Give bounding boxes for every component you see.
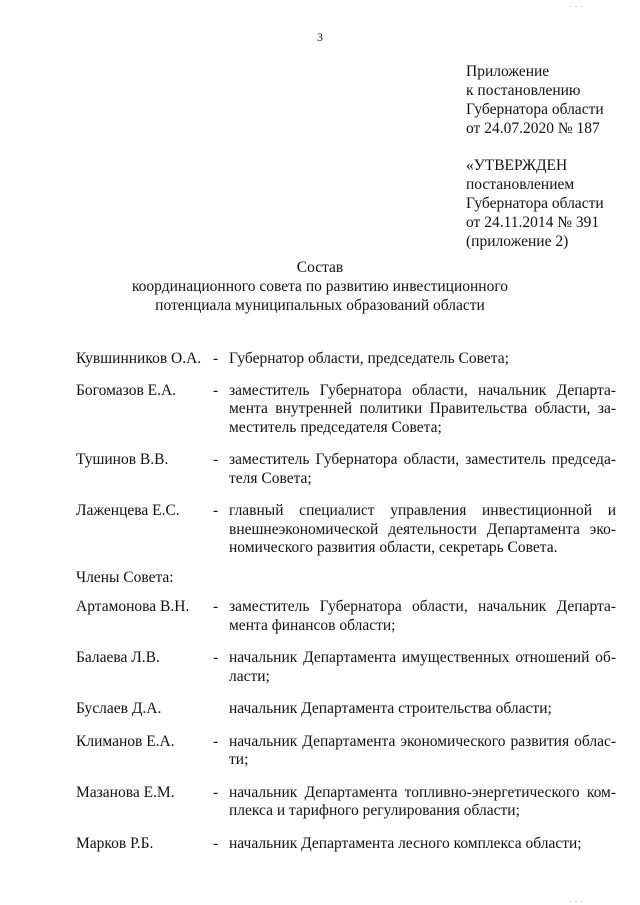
member-name: Тушинов В.В. — [76, 451, 169, 468]
member-dash: - — [213, 732, 219, 750]
council-member-row — [76, 598, 616, 635]
member-name: Лаженцева Е.С. — [76, 502, 180, 519]
member-dash: - — [213, 834, 219, 852]
approved-line: от 24.11.2014 № 391 — [466, 214, 600, 231]
scan-mark-bottom: . . . — [569, 895, 584, 904]
member-name: Кувшинников О.А. — [76, 350, 202, 367]
member-name: Мазанова Е.М. — [76, 783, 175, 801]
appendix-line: от 24.07.2020 № 187 — [466, 120, 600, 137]
approval-block — [466, 62, 604, 251]
council-member-row — [76, 733, 616, 770]
member-role: заместитель Губернатора области, начальник Департа-мента внутренней политики Правительства области, за-меститель председателя Совета; — [229, 381, 616, 436]
member-role: заместитель Губернатора области, заместитель председа-теля Совета; — [229, 451, 616, 487]
member-role: начальник Департамента имущественных отношений об-ласти; — [229, 649, 616, 685]
title-line: потенциала муниципальных образований области — [155, 297, 485, 314]
council-member-row — [76, 700, 616, 719]
member-dash: - — [213, 381, 219, 399]
member-name: Климанов Е.А. — [76, 732, 175, 750]
approved-line: постановлением — [466, 176, 575, 193]
member-row — [76, 451, 616, 488]
member-role: начальник Департамента лесного комплекса области; — [229, 834, 582, 852]
member-role: начальник Департамента топливно-энергетического ком-плекса и тарифного регулирования области; — [229, 783, 616, 819]
appendix-line: Приложение — [466, 63, 550, 80]
member-dash: - — [213, 502, 219, 519]
member-dash: - — [213, 649, 219, 666]
appendix-line: к постановлению — [466, 82, 581, 99]
member-dash: - — [213, 350, 219, 367]
member-role: Губернатор области, председатель Совета; — [229, 350, 509, 367]
member-dash: - — [213, 598, 219, 615]
approved-line: (приложение 2) — [466, 233, 569, 250]
page-number: 3 — [317, 30, 323, 44]
document-title — [0, 258, 640, 315]
council-member-row — [76, 784, 616, 821]
title-line: координационного совета по развитию инвестиционного — [131, 278, 509, 295]
appendix-line: Губернатора области — [466, 101, 604, 118]
title-line: Состав — [296, 259, 344, 276]
member-row — [76, 502, 616, 558]
member-role: главный специалист управления инвестиционной и внешнеэкономической деятельности Департамента эко-номического развития области, секретарь Совета. — [229, 502, 616, 556]
member-dash: - — [213, 451, 219, 468]
approved-line: «УТВЕРЖДЕН — [466, 157, 568, 174]
member-dash: - — [213, 783, 219, 801]
member-row — [76, 350, 616, 369]
member-name: Богомазов Е.А. — [76, 381, 177, 399]
member-name: Балаева Л.В. — [76, 649, 160, 666]
council-member-row — [76, 649, 616, 686]
member-role: начальник Департамента экономического развития облас-ти; — [229, 732, 616, 768]
member-name: Марков Р.Б. — [76, 834, 154, 852]
member-row — [76, 382, 616, 438]
member-name: Буслаев Д.А. — [76, 700, 162, 717]
member-list — [76, 350, 616, 853]
approved-line: Губернатора области — [466, 195, 604, 212]
member-role: заместитель Губернатора области, начальник Департа-мента финансов области; — [229, 598, 616, 634]
council-section-label: Члены Совета: — [76, 568, 174, 586]
scan-mark-top: . . . — [569, 0, 584, 9]
member-role: начальник Департамента строительства области; — [229, 700, 552, 717]
member-name: Артамонова В.Н. — [76, 598, 190, 615]
council-member-row — [76, 835, 616, 854]
